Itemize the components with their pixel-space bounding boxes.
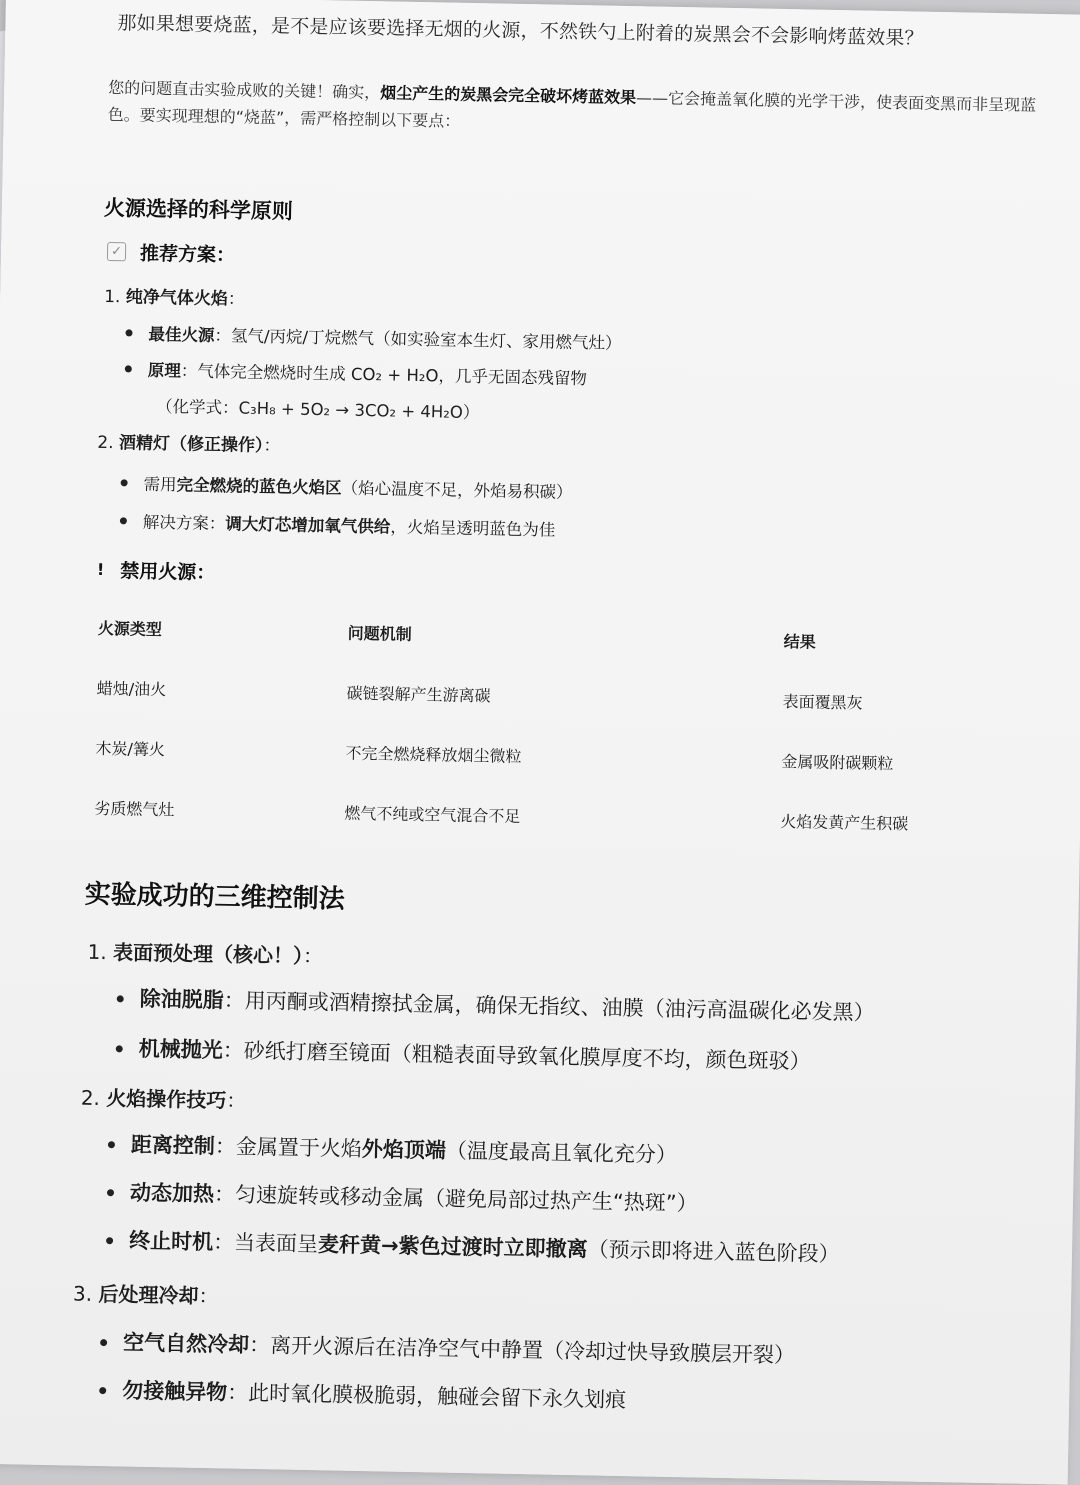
item-2-suffix: ：	[263, 436, 281, 457]
item-1-heading	[104, 282, 245, 310]
recommended-heading	[107, 238, 236, 267]
bullet-dot-icon	[120, 517, 127, 524]
warning-icon: !	[96, 559, 105, 579]
intro-text-1: 您的问题直击实验成败的关键！确实，	[108, 77, 381, 103]
user-question: 那如果想要烧蓝，是不是应该要选择无烟的火源，不然铁勺上附着的炭黑会不会影响烤蓝效果？	[117, 12, 924, 50]
forbidden-label: 禁用火源：	[120, 560, 216, 585]
table-cell: 火焰发黄产生积碳	[780, 812, 909, 834]
bullet-text: ：离开火源后在洁净空气中静置（冷却过快导致膜层开裂）	[248, 1332, 796, 1368]
control-item-title: 火焰操作技巧	[106, 1086, 227, 1113]
bullet-prefix: 需用	[143, 474, 177, 495]
bullet-distance	[108, 1128, 677, 1169]
bullet-text: （温度最高且氧化充分）	[445, 1138, 678, 1168]
bullet-polish	[116, 1032, 811, 1075]
bullet-text: ：砂纸打磨至镜面（粗糙表面导致氧化膜厚度不均，颜色斑驳）	[222, 1038, 811, 1074]
bullet-bold: 完全燃烧的蓝色火焰区	[176, 475, 342, 498]
table-cell: 碳链裂解产生游离碳	[346, 683, 491, 706]
bullet-text: ：用丙酮或酒精擦拭金属，确保无指纹、油膜（油污高温碳化必发黑）	[223, 988, 875, 1025]
control-item-number: 2.	[80, 1085, 107, 1111]
table-header-cell: 问题机制	[347, 623, 412, 644]
bullet-label: 机械抛光	[138, 1036, 223, 1063]
bullet-dot-icon	[106, 1237, 113, 1244]
control-item-suffix: ：	[198, 1283, 219, 1309]
section-title-control: 实验成功的三维控制法	[84, 879, 345, 915]
forbidden-sources-table	[93, 616, 977, 873]
control-item-title: 表面预处理（核心！）	[112, 940, 304, 968]
bullet-label: 动态加热	[129, 1180, 215, 1207]
document-content	[72, 0, 1042, 1413]
item-1-suffix: ：	[227, 289, 245, 310]
bullet-label: 勿接触异物	[121, 1378, 228, 1405]
bullet-dot-icon	[117, 995, 124, 1002]
bullet-label: 原理	[147, 360, 181, 381]
bullet-label: 空气自然冷却	[122, 1330, 250, 1357]
bullet-text: ：匀速旋转或移动金属（避免局部过热产生“热斑”）	[213, 1182, 698, 1216]
bullet-dot-icon	[99, 1387, 106, 1394]
bullet-label: 最佳火源	[148, 324, 215, 346]
bullet-label: 除油脱脂	[139, 986, 224, 1013]
bullet-prefix: ：当表面呈	[212, 1230, 319, 1257]
bullet-dot-icon	[100, 1339, 107, 1346]
bullet-best-source	[125, 320, 621, 354]
bullet-bold: 麦秆黄→紫色过渡时立即撤离	[317, 1232, 588, 1262]
bullet-blue-flame	[120, 470, 572, 503]
control-item-title: 后处理冷却	[98, 1282, 199, 1308]
intro-bold-text: 烟尘产生的炭黑会完全破坏烤蓝效果	[380, 83, 637, 108]
control-item-number: 3.	[72, 1281, 99, 1307]
bullet-text: ：气体完全燃烧时生成 CO₂ + H₂O，几乎无固态残留物	[180, 361, 588, 389]
bullet-principle	[125, 356, 588, 389]
bullet-dot-icon	[125, 329, 132, 336]
bullet-text: （预示即将进入蓝色阶段）	[587, 1237, 840, 1267]
table-cell: 表面覆黑灰	[782, 692, 863, 713]
bullet-prefix: ：金属置于火焰	[214, 1134, 363, 1162]
control-item-suffix: ：	[302, 943, 324, 969]
bullet-label: 距离控制	[130, 1132, 216, 1159]
item-2-number: 2.	[97, 432, 120, 454]
bullet-bold: 外焰顶端	[361, 1137, 447, 1163]
item-2-title: 酒精灯（修正操作）	[118, 433, 264, 457]
bullet-air-cooling	[100, 1326, 795, 1369]
bullet-text: ：氢气/丙烷/丁烷燃气（如实验室本生灯、家用燃气灶）	[214, 326, 622, 353]
table-cell: 燃气不纯或空气混合不足	[344, 803, 521, 827]
table-cell: 金属吸附碳颗粒	[781, 752, 894, 774]
table-cell: 劣质燃气灶	[94, 798, 175, 820]
intro-text-2: ——它会掩盖氧化膜的光学干涉，使表面变黑而非呈现蓝色。要实现理想的“烧蓝”，需严格控制以下要点：	[107, 88, 1037, 131]
control-item-2-heading	[81, 1082, 247, 1114]
forbidden-heading	[97, 556, 216, 585]
bullet-label: 终止时机	[128, 1228, 214, 1255]
control-item-3-heading	[73, 1278, 219, 1310]
bullet-prefix: 解决方案：	[142, 512, 226, 534]
recommended-label: 推荐方案：	[139, 242, 236, 267]
bullet-dot-icon	[125, 365, 132, 372]
table-header-cell: 结果	[783, 632, 816, 652]
bullet-no-contact	[99, 1374, 626, 1414]
check-box-icon: ✓	[107, 242, 126, 261]
table-header-cell: 火源类型	[97, 618, 163, 640]
bullet-dot-icon	[116, 1045, 123, 1052]
bullet-dot-icon	[107, 1189, 114, 1196]
bullet-text: （焰心温度不足，外焰易积碳）	[341, 478, 573, 502]
bullet-dot-icon	[108, 1141, 115, 1148]
intro-paragraph	[107, 74, 1038, 146]
table-cell: 蜡烛/油火	[96, 678, 167, 700]
control-item-1-heading	[87, 936, 323, 970]
item-2-heading	[97, 428, 281, 457]
bullet-bold: 调大灯芯增加氧气供给	[225, 514, 391, 537]
bullet-stop-timing	[106, 1224, 840, 1268]
bullet-degrease	[116, 982, 874, 1027]
bullet-text: ，火焰呈透明蓝色为佳	[390, 517, 556, 540]
chemical-formula: （化学式：C₃H₈ + 5O₂ → 3CO₂ + 4H₂O）	[155, 396, 480, 423]
section-title-fire-source: 火源选择的科学原则	[103, 195, 294, 224]
control-item-suffix: ：	[226, 1088, 247, 1113]
bullet-solution	[120, 508, 556, 540]
bullet-dynamic-heating	[107, 1176, 698, 1217]
table-cell: 不完全燃烧释放烟尘微粒	[345, 743, 522, 767]
control-item-number: 1.	[87, 939, 114, 965]
item-1-title: 纯净气体火焰	[125, 287, 228, 310]
item-1-number: 1.	[104, 286, 127, 308]
table-cell: 木炭/篝火	[95, 738, 166, 760]
bullet-dot-icon	[121, 479, 128, 486]
bullet-text: ：此时氧化膜极脆弱，触碰会留下永久划痕	[226, 1380, 627, 1413]
